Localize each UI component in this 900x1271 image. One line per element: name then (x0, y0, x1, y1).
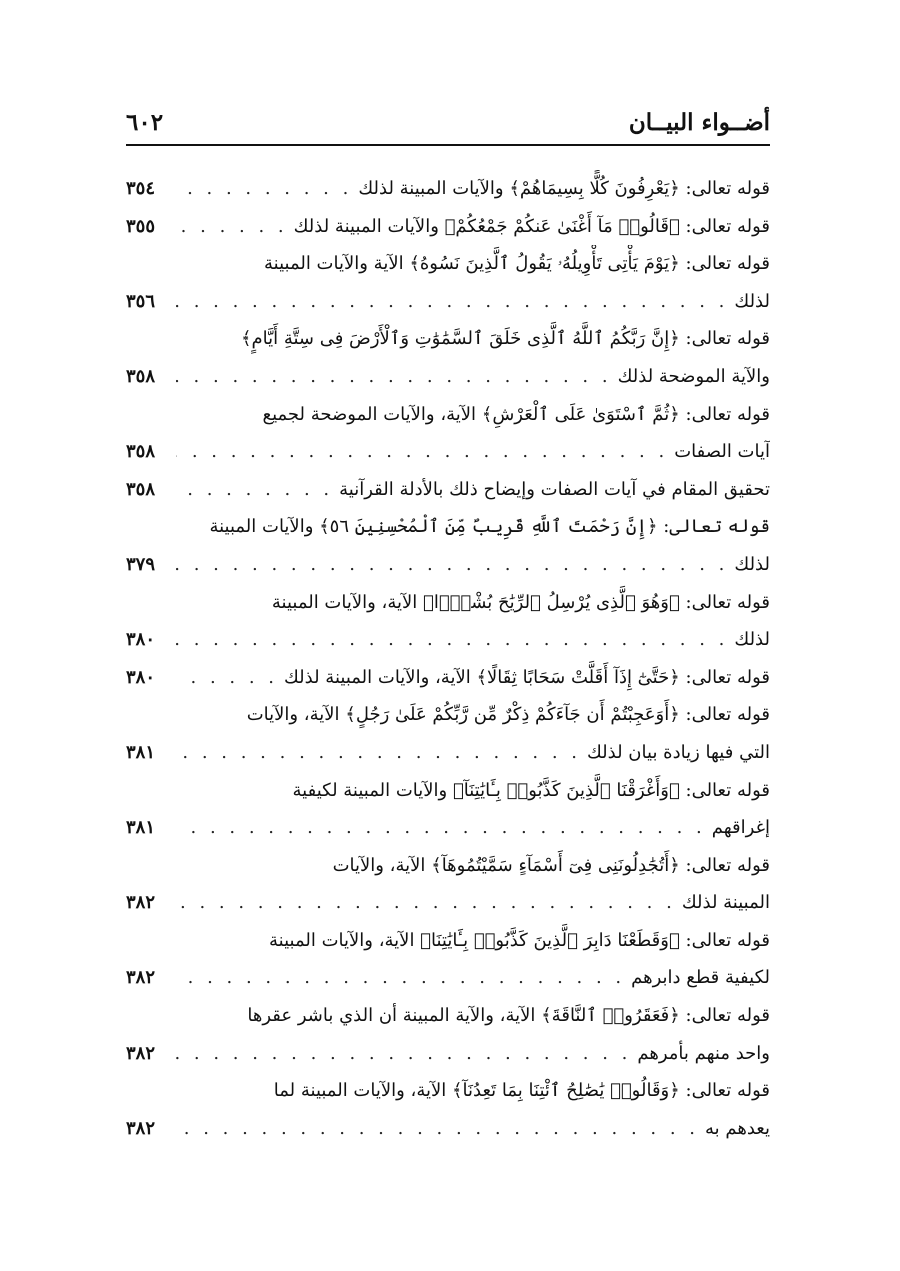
toc-line (126, 1035, 770, 1073)
toc-page-number: ٣٥٥ (126, 215, 156, 237)
toc-line (126, 884, 770, 922)
toc-line (126, 1110, 770, 1148)
toc-line (126, 546, 770, 584)
toc-line (126, 621, 770, 659)
toc-line (126, 847, 770, 885)
toc-entry-text: لذلك (734, 553, 770, 575)
dot-leader (176, 170, 352, 208)
toc-page-number: ٣٥٨ (126, 365, 156, 387)
toc-line (126, 997, 770, 1035)
toc-line (126, 772, 770, 810)
book-title: أضــواء البيــان (628, 108, 770, 136)
toc-entry-text: التي فيها زيادة بيان لذلك (587, 741, 770, 763)
toc-entry-text: واحد منهم بأمرهم (637, 1042, 770, 1064)
toc-entry-text: قوله تعالى: ﴿إِنَّ رَبَّكُمُ ٱللَّهُ ٱلَّذِى خَلَقَ ٱلسَّمَٰوَٰتِ وَٱلْأَرْضَ فِى سِتَّةِ أَيَّامٍ﴾ (240, 328, 770, 350)
toc-line (126, 734, 770, 772)
toc-line (126, 320, 770, 358)
dot-leader (176, 659, 278, 697)
toc-page-number: ٣٥٨ (126, 478, 156, 500)
toc-page-number: ٣٥٨ (126, 441, 156, 463)
toc-line (126, 170, 770, 208)
toc-line (126, 922, 770, 960)
toc-page-number: ٣٨٠ (126, 629, 156, 651)
toc-entry-text: المبينة لذلك (681, 892, 770, 914)
toc-entry-text: لذلك (734, 629, 770, 651)
dot-leader (176, 471, 333, 509)
toc-line (126, 358, 770, 396)
dot-leader (176, 546, 728, 584)
toc-line (126, 208, 770, 246)
toc-entry-text: والآية الموضحة لذلك (617, 365, 770, 387)
dot-leader (176, 283, 728, 321)
toc-entry-text: قوله تعالى: ﴿إِنَّ رَحْمَتَ ٱللَّهِ قَرِيبٌ مِّنَ ٱلْمُحْسِنِينَ ٥٦﴾ والآيات المبينة (209, 516, 770, 538)
toc-entry-text: تحقيق المقام في آيات الصفات وإيضاح ذلك بالأدلة القرآنية (339, 478, 770, 500)
dot-leader (176, 959, 625, 997)
table-of-contents (126, 170, 770, 1147)
toc-page-number: ٣٨٢ (126, 1042, 156, 1064)
toc-line (126, 508, 770, 546)
dot-leader (176, 433, 668, 471)
toc-line (126, 245, 770, 283)
toc-page-number: ٣٧٩ (126, 553, 156, 575)
toc-entry-text: قوله تعالى: ﴿وَأَغْرَقْنَا ٱلَّذِينَ كَذَّبُوا۟ بِـَٔايَٰتِنَآ﴾ والآيات المبينة لكيفية (292, 779, 770, 801)
page-number: ٦٠٢ (126, 108, 164, 136)
dot-leader (176, 1035, 631, 1073)
toc-line (126, 396, 770, 434)
toc-entry-text: قوله تعالى: ﴿يَوْمَ يَأْتِى تَأْوِيلُهُۥ يَقُولُ ٱلَّذِينَ نَسُوهُ﴾ الآية والآيات المبينة (264, 253, 770, 275)
toc-line (126, 659, 770, 697)
toc-page-number: ٣٨١ (126, 741, 156, 763)
toc-entry-text: قوله تعالى: ﴿قَالُوا۟ مَآ أَغْنَىٰ عَنكُمْ جَمْعُكُمْ﴾ والآيات المبينة لذلك (293, 215, 770, 237)
toc-entry-text: آيات الصفات (674, 441, 770, 463)
toc-page-number: ٣٨١ (126, 817, 156, 839)
toc-line (126, 584, 770, 622)
toc-entry-text: إغراقهم (711, 817, 770, 839)
toc-line (126, 696, 770, 734)
dot-leader (176, 621, 728, 659)
dot-leader (176, 884, 676, 922)
toc-entry-text: قوله تعالى: ﴿ثُمَّ ٱسْتَوَىٰ عَلَى ٱلْعَرْشِ﴾ الآية، والآيات الموضحة لجميع (262, 403, 770, 425)
toc-line (126, 471, 770, 509)
toc-entry-text: قوله تعالى: ﴿أَوَعَجِبْتُمْ أَن جَآءَكُمْ ذِكْرٌ مِّن رَّبِّكُمْ عَلَىٰ رَجُلٍ﴾ الآية، والآيات (246, 704, 770, 726)
toc-line (126, 809, 770, 847)
toc-line (126, 283, 770, 321)
toc-entry-text: قوله تعالى: ﴿وَهُوَ ٱلَّذِى يُرْسِلُ ٱلرِّيَٰحَ بُشْرًۢا﴾ الآية، والآيات المبينة (271, 591, 770, 613)
toc-page-number: ٣٨٠ (126, 666, 156, 688)
dot-leader (176, 734, 581, 772)
dot-leader (176, 208, 288, 246)
page-header (126, 100, 770, 146)
toc-entry-text: لكيفية قطع دابرهم (631, 967, 770, 989)
toc-entry-text: قوله تعالى: ﴿يَعْرِفُونَ كُلًّا بِسِيمَاهُمْ﴾ والآيات المبينة لذلك (358, 178, 770, 199)
toc-entry-text: قوله تعالى: ﴿حَتَّىٰٓ إِذَآ أَقَلَّتْ سَحَابًا ثِقَالًا﴾ الآية، والآيات المبينة لذلك (284, 666, 770, 688)
toc-entry-text: قوله تعالى: ﴿فَعَقَرُوا۟ ٱلنَّاقَةَ﴾ الآية، والآية المبينة أن الذي باشر عقرها (247, 1005, 770, 1027)
toc-entry-text: قوله تعالى: ﴿وَقَالُوا۟ يَٰصَٰلِحُ ٱئْتِنَا بِمَا تَعِدُنَآ﴾ الآية، والآيات المبينة لما (273, 1080, 770, 1102)
dot-leader (176, 1110, 699, 1148)
toc-entry-text: يعدهم به (705, 1117, 770, 1139)
toc-line (126, 1072, 770, 1110)
toc-page-number: ٣٥٦ (126, 290, 156, 312)
dot-leader (176, 809, 706, 847)
toc-entry-text: لذلك (734, 290, 770, 312)
toc-page-number: ٣٥٤ (126, 178, 156, 199)
toc-line (126, 959, 770, 997)
toc-entry-text: قوله تعالى: ﴿وَقَطَعْنَا دَابِرَ ٱلَّذِينَ كَذَّبُوا۟ بِـَٔايَٰتِنَا﴾ الآية، والآيات المبينة (269, 929, 770, 951)
toc-page-number: ٣٨٢ (126, 967, 156, 989)
toc-page-number: ٣٨٢ (126, 1117, 156, 1139)
toc-line (126, 433, 770, 471)
toc-page-number: ٣٨٢ (126, 892, 156, 914)
toc-entry-text: قوله تعالى: ﴿أَتُجَٰدِلُونَنِى فِىٓ أَسْمَآءٍ سَمَّيْتُمُوهَآ﴾ الآية، والآيات (332, 854, 770, 876)
dot-leader (176, 358, 612, 396)
